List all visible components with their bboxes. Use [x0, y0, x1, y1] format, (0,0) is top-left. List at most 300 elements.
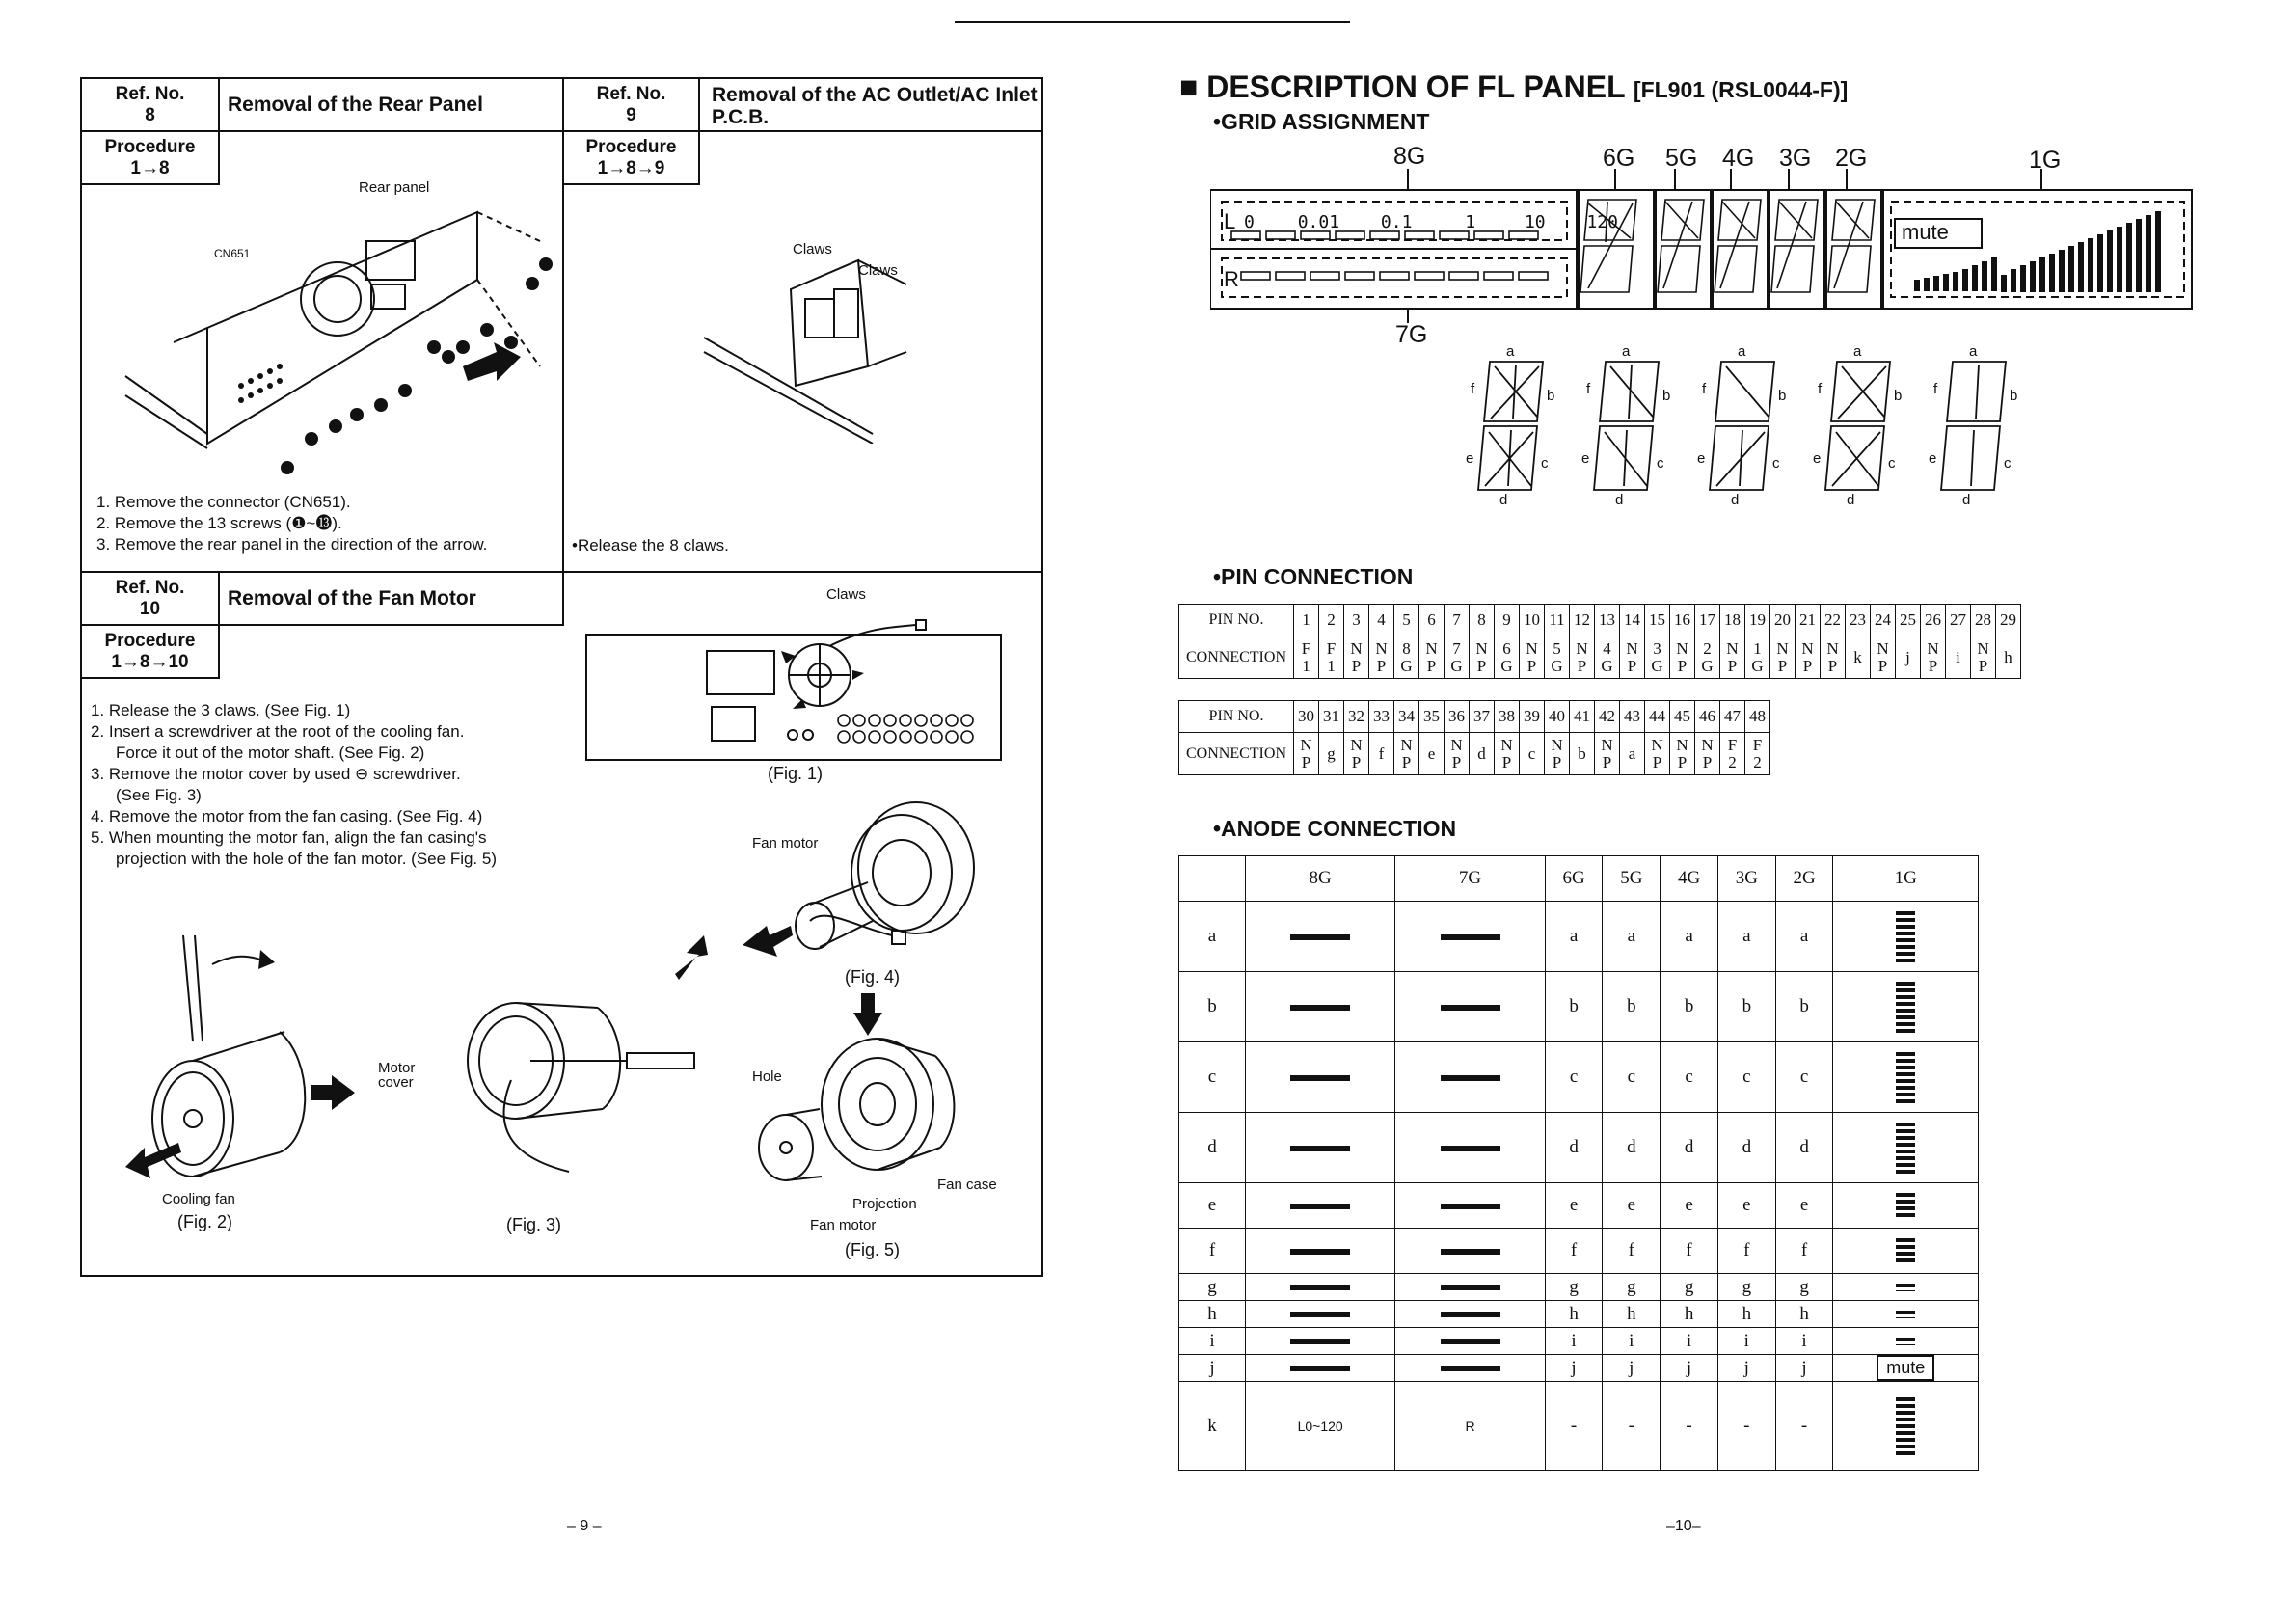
anode-cell: f: [1717, 1229, 1775, 1274]
anode-cell: e: [1717, 1183, 1775, 1229]
conn-top: 1: [1753, 638, 1762, 658]
conn-bottom: G: [1751, 656, 1764, 675]
pin-number: 16: [1670, 605, 1695, 636]
rear-panel-illustration: [116, 174, 559, 482]
fig5-caption: (Fig. 5): [845, 1240, 901, 1259]
svg-text:e: e: [1581, 450, 1590, 467]
down-arrow: [853, 993, 882, 1036]
anode-cell: e: [1775, 1183, 1833, 1229]
pin-number: 47: [1720, 701, 1745, 733]
anode-cell: -: [1717, 1382, 1775, 1471]
pin-number: 45: [1670, 701, 1695, 733]
projection-label: Projection: [852, 1196, 917, 1212]
anode-cell: e: [1545, 1183, 1603, 1229]
conn-bottom: P: [1978, 656, 1988, 675]
grid-label-5g: 5G: [1665, 145, 1698, 172]
pin-no-label: PIN NO.: [1179, 605, 1294, 636]
segment-bar: [1441, 1249, 1500, 1255]
anode-cell: b: [1717, 972, 1775, 1042]
pin-connection: [1620, 733, 1645, 775]
dot-column: [1896, 1311, 1915, 1318]
anode-cell: [1833, 1274, 1979, 1301]
segment-bar: [1290, 1075, 1350, 1081]
svg-text:d: d: [1499, 492, 1508, 506]
ref9-proc-label: Procedure: [585, 137, 677, 157]
svg-text:a: a: [1969, 347, 1978, 360]
conn-top: N: [1826, 638, 1839, 658]
pin-connection: [1520, 636, 1545, 679]
ref8-proc: 1→8: [130, 158, 170, 178]
conn-top: N: [1726, 638, 1739, 658]
anode-cell: i: [1603, 1328, 1661, 1355]
anode-cell: g: [1717, 1274, 1775, 1301]
anode-cell: a: [1661, 902, 1718, 972]
anode-row-label: e: [1179, 1183, 1246, 1229]
pin-number: 37: [1470, 701, 1495, 733]
pin-number: 46: [1695, 701, 1720, 733]
pin-connection-heading: •PIN CONNECTION: [1213, 564, 1414, 589]
anode-row: [1179, 1274, 1979, 1301]
pin-connection: [1570, 733, 1595, 775]
conn-top: e: [1427, 744, 1436, 763]
anode-cell: b: [1603, 972, 1661, 1042]
pin-number: 13: [1595, 605, 1620, 636]
anode-cell: c: [1775, 1042, 1833, 1113]
ref9-label: Ref. No.: [596, 84, 666, 104]
pin-connection: [1495, 636, 1520, 679]
anode-cell: [1395, 1229, 1545, 1274]
conn-bottom: P: [1652, 752, 1662, 771]
pin-connection: [1996, 636, 2021, 679]
segment-bar: [1290, 1285, 1350, 1290]
pin-connection: [1745, 733, 1770, 775]
anode-row-label: k: [1179, 1382, 1246, 1471]
anode-cell: [1246, 902, 1395, 972]
anode-cell: [1395, 1328, 1545, 1355]
pin-number: 29: [1996, 605, 2021, 636]
pin-connection: [1319, 733, 1344, 775]
ref9-number: 9: [626, 105, 636, 125]
pin-connection: [1294, 636, 1319, 679]
anode-cell: [1395, 1274, 1545, 1301]
anode-cell: h: [1603, 1301, 1661, 1328]
ref10-title-box: [218, 571, 564, 626]
fan-motor-label: Fan motor: [752, 835, 819, 852]
ref9-title-line2: P.C.B.: [712, 106, 770, 128]
segment-bar: [1441, 1312, 1500, 1317]
conn-top: N: [1651, 735, 1663, 754]
anode-row: [1179, 1042, 1979, 1113]
conn-top: h: [2004, 647, 2012, 666]
anode-cell: d: [1717, 1113, 1775, 1183]
conn-top: 7: [1452, 638, 1461, 658]
grid-assignment-heading: •GRID ASSIGNMENT: [1213, 109, 1430, 134]
pin-number: 15: [1645, 605, 1670, 636]
step10-2b: Force it out of the motor shaft. (See Fig. 2): [116, 744, 425, 762]
conn-top: a: [1628, 744, 1636, 763]
anode-row: [1179, 972, 1979, 1042]
segment-bar: [1290, 1146, 1350, 1151]
grid-label-2g: 2G: [1835, 145, 1868, 172]
pin-connection: [1394, 636, 1419, 679]
anode-row-label: f: [1179, 1229, 1246, 1274]
conn-top: N: [1801, 638, 1814, 658]
conn-bottom: P: [1552, 752, 1562, 771]
anode-cell: a: [1603, 902, 1661, 972]
step10-1: 1. Release the 3 claws. (See Fig. 1): [91, 701, 351, 719]
pin-number: 8: [1470, 605, 1495, 636]
pin-connection: [1821, 636, 1846, 679]
conn-top: N: [1350, 638, 1363, 658]
fig2-illustration: [116, 926, 347, 1196]
conn-top: c: [1527, 744, 1536, 763]
page-number-left: – 9 –: [567, 1518, 602, 1534]
pin-number: 43: [1620, 701, 1645, 733]
pin-number: 22: [1821, 605, 1846, 636]
svg-text:L: L: [1224, 209, 1236, 233]
pin-number: 25: [1896, 605, 1921, 636]
pin-connection: [1695, 636, 1720, 679]
anode-row-label: i: [1179, 1328, 1246, 1355]
conn-bottom: G: [1701, 656, 1714, 675]
pin-number: 11: [1545, 605, 1570, 636]
pin-number: 1: [1294, 605, 1319, 636]
dot-column: [1896, 1338, 1915, 1345]
page-number-right: –10–: [1666, 1518, 1701, 1534]
ref8-proc-label: Procedure: [104, 137, 196, 157]
segment-bar: [1290, 1312, 1350, 1317]
pin-number: 2: [1319, 605, 1344, 636]
ref10-title: Removal of the Fan Motor: [228, 587, 476, 609]
ref9-title-box: [698, 77, 1043, 132]
pin-connection: [1946, 636, 1971, 679]
conn-bottom: P: [1476, 656, 1487, 675]
pin-number: 41: [1570, 701, 1595, 733]
ref9-proc-box: [562, 130, 700, 185]
anode-cell: d: [1775, 1113, 1833, 1183]
pin-connection: [1520, 733, 1545, 775]
grid-label-6g: 6G: [1603, 145, 1635, 172]
scale-001: 0.01: [1297, 212, 1340, 232]
pin-number: 31: [1319, 701, 1344, 733]
conn-top: N: [1500, 735, 1513, 754]
conn-bottom: G: [1500, 656, 1513, 675]
motor-cover-label-2: cover: [378, 1074, 414, 1091]
conn-bottom: G: [1651, 656, 1663, 675]
anode-row-label: a: [1179, 902, 1246, 972]
conn-bottom: P: [1677, 656, 1688, 675]
anode-cell: h: [1775, 1301, 1833, 1328]
pin-number: 39: [1520, 701, 1545, 733]
svg-text:f: f: [1933, 381, 1938, 397]
pin-connection: [1294, 733, 1319, 775]
anode-cell: L0~120: [1246, 1382, 1395, 1471]
anode-cell: R: [1395, 1382, 1545, 1471]
fig2-caption: (Fig. 2): [177, 1212, 233, 1231]
pin-number: 48: [1745, 701, 1770, 733]
anode-cell: g: [1545, 1274, 1603, 1301]
anode-cell: [1833, 1328, 1979, 1355]
anode-row: [1179, 1113, 1979, 1183]
conn-top: N: [1425, 638, 1438, 658]
fig3-caption: (Fig. 3): [506, 1215, 562, 1234]
conn-top: N: [1701, 735, 1714, 754]
fig3-illustration: [434, 964, 723, 1186]
dot-column: [1896, 1193, 1915, 1219]
pin-connection: [1871, 636, 1896, 679]
dot-column: [1896, 911, 1915, 962]
ref8-no-box: [80, 77, 220, 132]
anode-cell: [1833, 1355, 1979, 1382]
anode-cell: e: [1661, 1183, 1718, 1229]
fan-case-label: Fan case: [937, 1177, 997, 1193]
segment-bar: [1290, 1366, 1350, 1371]
anode-cell: -: [1603, 1382, 1661, 1471]
grid-label-3g: 3G: [1779, 145, 1812, 172]
conn-top: g: [1327, 744, 1336, 763]
anode-cell: h: [1717, 1301, 1775, 1328]
anode-cell: j: [1717, 1355, 1775, 1382]
pin-number: 5: [1394, 605, 1419, 636]
conn-top: N: [1676, 735, 1688, 754]
pin-connection: [1445, 636, 1470, 679]
svg-text:b: b: [1778, 388, 1787, 404]
fan-motor-label-2: Fan motor: [810, 1217, 877, 1233]
conn-top: N: [1526, 638, 1538, 658]
anode-cell: i: [1661, 1328, 1718, 1355]
anode-cell: [1395, 1301, 1545, 1328]
conn-top: 8: [1402, 638, 1411, 658]
dot-column: [1896, 1397, 1915, 1455]
pin-connection: [1495, 733, 1520, 775]
pin-number: 10: [1520, 605, 1545, 636]
segment-bar: [1441, 1075, 1500, 1081]
anode-cell: d: [1603, 1113, 1661, 1183]
anode-cell: j: [1545, 1355, 1603, 1382]
anode-cell: [1833, 1382, 1979, 1471]
anode-col-header: 8G: [1246, 856, 1395, 902]
pin-connection: [1896, 636, 1921, 679]
conn-bottom: G: [1400, 656, 1413, 675]
dot-column: [1896, 1052, 1915, 1103]
svg-text:d: d: [1731, 492, 1740, 506]
pin-connection: [1394, 733, 1419, 775]
ref10-proc: 1→8→10: [111, 652, 189, 672]
pin-connection: [1470, 636, 1495, 679]
anode-cell: j: [1603, 1355, 1661, 1382]
cn651-label: CN651: [214, 247, 251, 260]
anode-col-header: 1G: [1833, 856, 1979, 902]
anode-row-label: c: [1179, 1042, 1246, 1113]
conn-bottom: P: [1401, 752, 1412, 771]
conn-bottom: P: [1928, 656, 1938, 675]
pin-connection: [1319, 636, 1344, 679]
anode-cell: j: [1661, 1355, 1718, 1382]
svg-text:a: a: [1506, 347, 1515, 360]
pin-number: 9: [1495, 605, 1520, 636]
pin-number: 7: [1445, 605, 1470, 636]
conn-top: 2: [1703, 638, 1712, 658]
conn-top: N: [1400, 735, 1413, 754]
top-rule: [955, 21, 1350, 23]
conn-top: N: [1576, 638, 1588, 658]
conn-top: N: [1977, 638, 1989, 658]
pin-number: 44: [1645, 701, 1670, 733]
segment-bar: [1290, 934, 1350, 940]
pin-number: 30: [1294, 701, 1319, 733]
anode-cell: d: [1661, 1113, 1718, 1183]
anode-cell: a: [1717, 902, 1775, 972]
pin-number: 35: [1419, 701, 1445, 733]
anode-col-header: 5G: [1603, 856, 1661, 902]
pin-number: 24: [1871, 605, 1896, 636]
anode-cell: c: [1661, 1042, 1718, 1113]
pin-connection: [1570, 636, 1595, 679]
anode-cell: b: [1661, 972, 1718, 1042]
conn-bottom: P: [1301, 752, 1311, 771]
anode-cell: [1395, 902, 1545, 972]
anode-cell: a: [1545, 902, 1603, 972]
grid-label-8g: 8G: [1393, 143, 1426, 170]
svg-text:c: c: [2004, 455, 2012, 472]
page-title: [1179, 69, 1848, 105]
anode-cell: [1395, 1183, 1545, 1229]
anode-cell: [1395, 1355, 1545, 1382]
pin-number: 21: [1796, 605, 1821, 636]
claws-label-fig1: Claws: [826, 586, 866, 603]
svg-text:b: b: [1547, 388, 1555, 404]
svg-text:d: d: [1847, 492, 1855, 506]
conn-top: F: [1301, 638, 1311, 658]
pin-connection: [1971, 636, 1996, 679]
pin-connection: [1770, 636, 1796, 679]
ref9-proc: 1→8→9: [597, 158, 665, 178]
step10-2: 2. Insert a screwdriver at the root of the cooling fan.: [91, 722, 465, 741]
ref10-proc-label: Procedure: [104, 631, 196, 651]
pin-number: 14: [1620, 605, 1645, 636]
dot-column: [1896, 1284, 1915, 1291]
conn-top: N: [1601, 735, 1613, 754]
conn-top: N: [1375, 638, 1388, 658]
conn-bottom: P: [1451, 752, 1462, 771]
anode-cell: [1246, 1301, 1395, 1328]
conn-bottom: P: [1351, 752, 1362, 771]
fig4-illustration: [665, 791, 1003, 984]
pin-number: 34: [1394, 701, 1419, 733]
step8-2: 2. Remove the 13 screws (❶~⓭).: [96, 514, 342, 532]
pin-connection: [1745, 636, 1770, 679]
conn-top: b: [1578, 744, 1586, 763]
svg-text:c: c: [1772, 455, 1780, 472]
pin-connection: [1720, 733, 1745, 775]
svg-text:b: b: [1894, 388, 1903, 404]
conn-bottom: P: [1877, 656, 1888, 675]
pin-number: 27: [1946, 605, 1971, 636]
anode-cell: b: [1545, 972, 1603, 1042]
conn-bottom: P: [1526, 656, 1537, 675]
svg-text:a: a: [1738, 347, 1746, 360]
conn-top: F: [1752, 735, 1763, 754]
segment-bar: [1441, 1339, 1500, 1344]
anode-cell: i: [1775, 1328, 1833, 1355]
anode-cell: -: [1775, 1382, 1833, 1471]
pin-number: 17: [1695, 605, 1720, 636]
pin-connection: [1921, 636, 1946, 679]
segment-bar: [1441, 934, 1500, 940]
anode-cell: [1246, 1229, 1395, 1274]
claws-label-9a: Claws: [793, 241, 832, 257]
anode-cell: e: [1603, 1183, 1661, 1229]
conn-bottom: P: [1577, 656, 1587, 675]
anode-row-label: h: [1179, 1301, 1246, 1328]
ref8-label: Ref. No.: [115, 84, 185, 104]
pin-number: 36: [1445, 701, 1470, 733]
conn-top: N: [1877, 638, 1889, 658]
step10-5: 5. When mounting the motor fan, align the fan casing's: [91, 828, 487, 847]
pin-table-1: [1178, 604, 2021, 679]
anode-cell: [1246, 1183, 1395, 1229]
svg-text:f: f: [1702, 381, 1707, 397]
ref9-no-box: [562, 77, 700, 132]
conn-top: N: [1927, 638, 1939, 658]
anode-cell: [1395, 972, 1545, 1042]
pin-connection: [1545, 733, 1570, 775]
conn-top: N: [1676, 638, 1688, 658]
svg-text:d: d: [1962, 492, 1971, 506]
anode-row: [1179, 1355, 1979, 1382]
grid-label-1g: 1G: [2029, 147, 2062, 174]
svg-text:b: b: [2010, 388, 2018, 404]
pin-connection: [1620, 636, 1645, 679]
conn-bottom: P: [1376, 656, 1387, 675]
pin-number: 40: [1545, 701, 1570, 733]
rear-panel-label: Rear panel: [359, 179, 430, 196]
conn-bottom: G: [1601, 656, 1613, 675]
anode-cell: i: [1717, 1328, 1775, 1355]
anode-cell: [1246, 1042, 1395, 1113]
svg-text:e: e: [1697, 450, 1706, 467]
pin-number: 3: [1344, 605, 1369, 636]
segment-bar: [1290, 1249, 1350, 1255]
anode-cell: i: [1545, 1328, 1603, 1355]
anode-cell: g: [1661, 1274, 1718, 1301]
anode-cell: [1246, 1113, 1395, 1183]
anode-cell: f: [1545, 1229, 1603, 1274]
segment-bar: [1441, 1204, 1500, 1209]
conn-bottom: 1: [1327, 656, 1336, 675]
ref8-number: 8: [145, 105, 155, 125]
segment-bar: [1290, 1204, 1350, 1209]
anode-cell: c: [1717, 1042, 1775, 1113]
step10-4: 4. Remove the motor from the fan casing. (See Fig. 4): [91, 807, 483, 825]
anode-cell: f: [1775, 1229, 1833, 1274]
dot-column: [1896, 1238, 1915, 1264]
pin-number: 32: [1344, 701, 1369, 733]
mute-box: mute: [1877, 1355, 1934, 1381]
claws-label-9b: Claws: [858, 262, 898, 279]
connection-label-2: CONNECTION: [1179, 733, 1294, 775]
anode-col-header: 3G: [1717, 856, 1775, 902]
conn-top: i: [1956, 647, 1960, 666]
scale-1: 1: [1465, 212, 1476, 232]
anode-cell: f: [1661, 1229, 1718, 1274]
right-arrow: [311, 1075, 355, 1110]
pin-number: 42: [1595, 701, 1620, 733]
mute-indicator: mute: [1902, 220, 1949, 244]
step8-3: 3. Remove the rear panel in the direction of the arrow.: [96, 535, 488, 554]
pin-number: 28: [1971, 605, 1996, 636]
anode-cell: [1395, 1113, 1545, 1183]
